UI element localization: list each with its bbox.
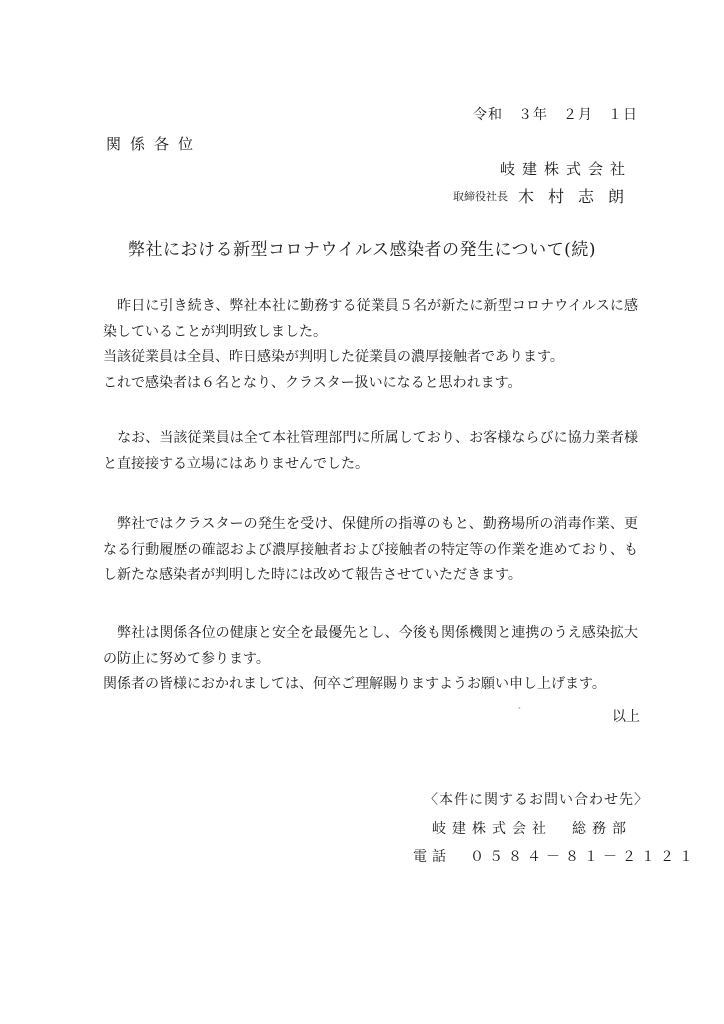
contact-label: 〈本件に関するお問い合わせ先〉 [424, 792, 649, 808]
paragraph-line: これで感染者は６名となり、クラスター扱いになると思われます。 [103, 374, 522, 391]
paragraph-2 [103, 426, 638, 477]
contact-phone: 電話 ０５８４－８１－２１２１ [413, 849, 698, 865]
paragraph-1 [103, 294, 638, 396]
signer [453, 184, 638, 207]
paragraph-line: 関係者の皆様におかれましては、何卒ご理解賜りますようお願い申し上げます。 [103, 676, 606, 692]
paragraph-3 [103, 512, 638, 589]
letter-date: 令和 ３年 ２月 １日 [473, 107, 638, 123]
contact-company: 岐建株式会社 総務部 [432, 821, 632, 837]
signer-title: 取締役社長 [452, 189, 508, 203]
paragraph-line: 弊社ではクラスターの発生を受け、保健所の指導のもと、勤務場所の消毒作業、更なる行動履歴の確認および濃厚接触者および接触者の特定等の作業を進めており、もし新たな感染者が判明した時には改めて報告させていただきます。 [103, 516, 638, 583]
scan-mark: ˊ [516, 706, 522, 719]
paragraph-line: 昨日に引き続き、弊社本社に勤務する従業員５名が新たに新型コロナウイルスに感染していることが判明致しました。 [103, 298, 638, 340]
closing-word: 以上 [612, 709, 640, 725]
paragraph-line: 当該従業員は全員、昨日感染が判明した従業員の濃厚接触者であります。 [103, 349, 564, 365]
paragraph-line: なお、当該従業員は全て本社管理部門に所属しており、お客様ならびに協力業者様と直接接する立場にはありませんでした。 [103, 430, 638, 472]
paragraph-line: 弊社は関係各位の健康と安全を最優先とし、今後も関係機関と連携のうえ感染拡大の防止に努めて参ります。 [103, 625, 638, 667]
signer-name: 木村志朗 [517, 187, 638, 206]
addressee: 関係各位 [106, 135, 203, 153]
sender-company: 岐建株式会社 [499, 160, 632, 178]
paragraph-4 [103, 621, 638, 698]
document-title: 弊社における新型コロナウイルス感染者の発生について(続) [128, 240, 596, 260]
